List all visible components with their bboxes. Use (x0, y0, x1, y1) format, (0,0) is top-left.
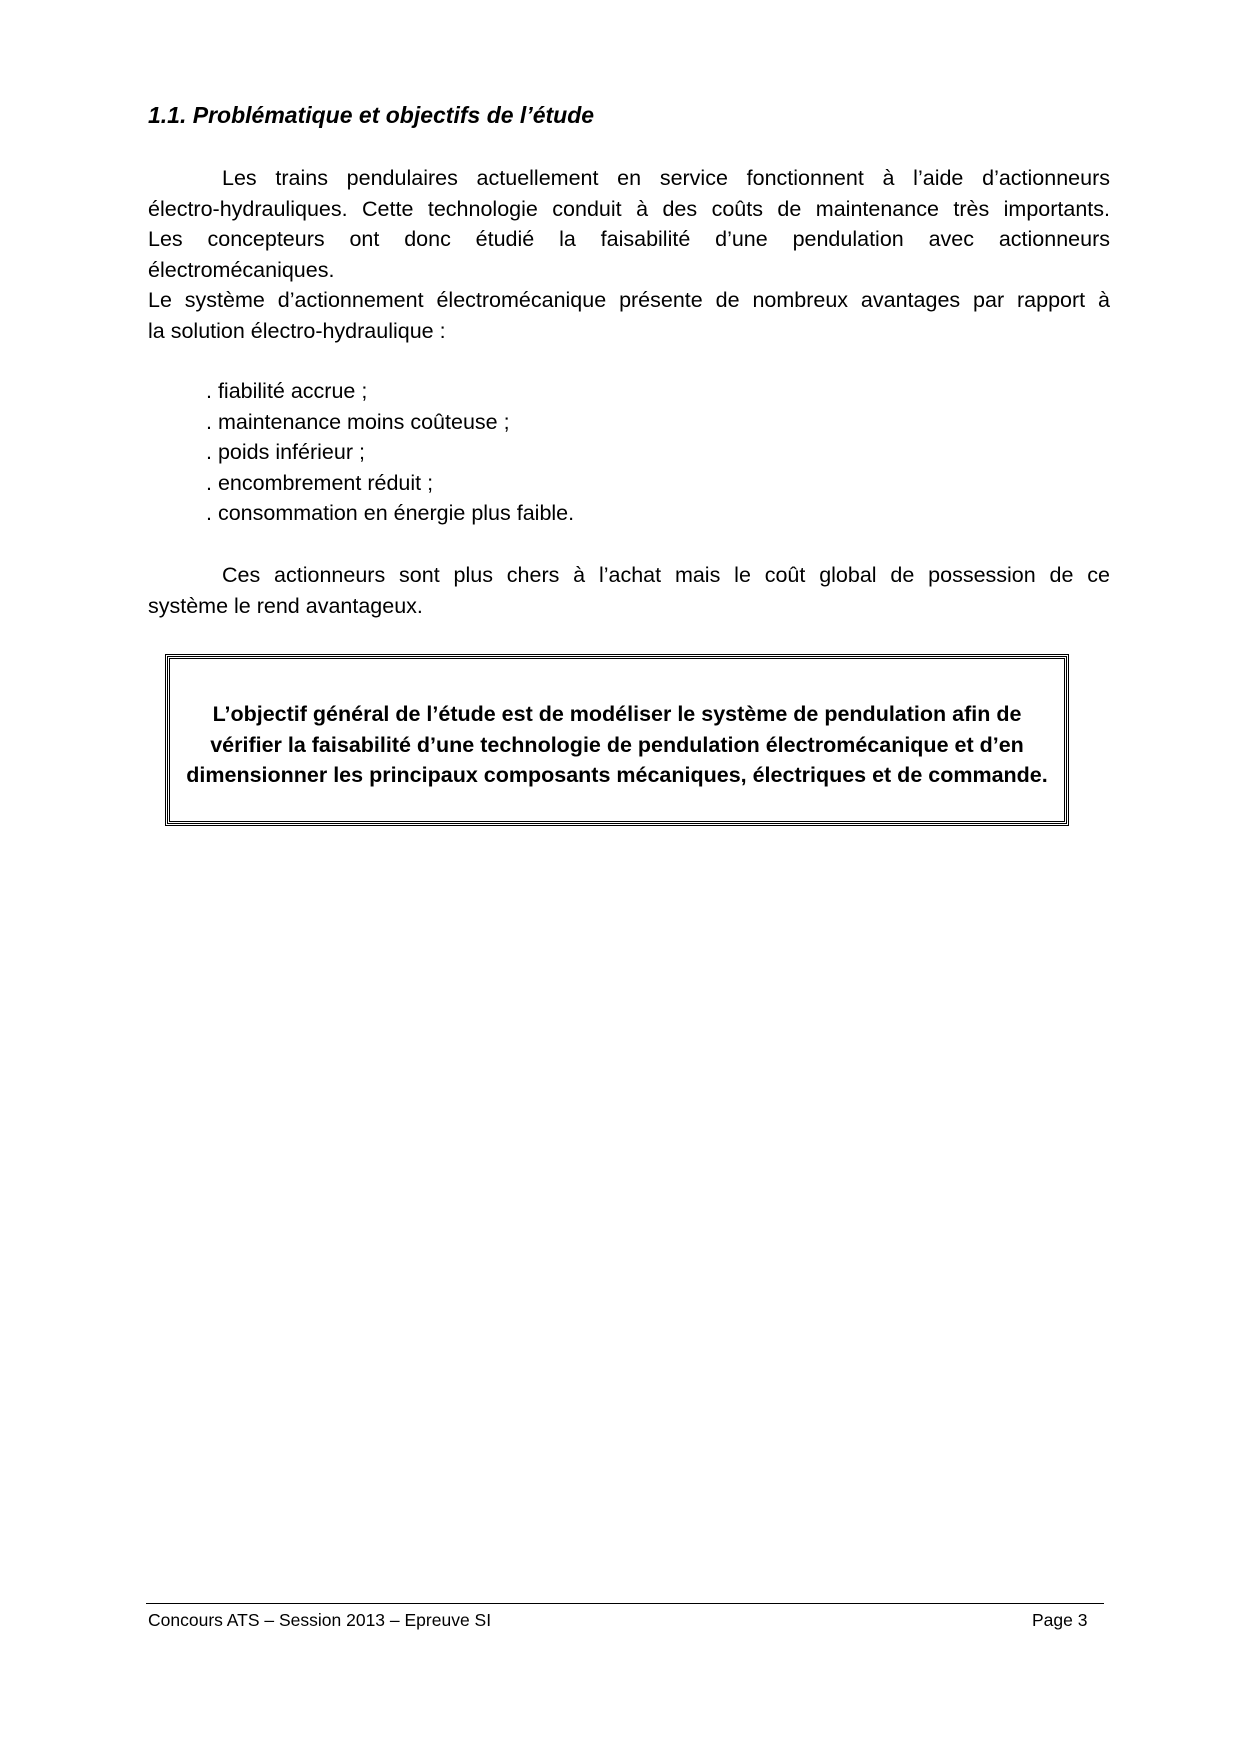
paragraph-line: la solution électro-hydraulique : (148, 318, 446, 343)
list-item: . consommation en énergie plus faible. (206, 501, 575, 525)
paragraph-line: système le rend avantageux. (148, 593, 423, 618)
paragraph-line: Ces actionneurs sont plus chers à l’achat mais le coût global de possession de ce (222, 563, 1110, 587)
footer-divider (146, 1603, 1104, 1604)
advantages-list (206, 376, 574, 529)
objective-box (167, 656, 1067, 824)
cost-paragraph (148, 560, 1110, 621)
list-item: . poids inférieur ; (206, 440, 365, 464)
objective-line: vérifier la faisabilité d’une technologie de pendulation électromécanique et d’en (210, 732, 1024, 757)
paragraph-line: électro-hydrauliques. Cette technologie conduit à des coûts de maintenance très importants. (148, 196, 1110, 221)
intro-paragraph (148, 163, 1110, 285)
objective-line: dimensionner les principaux composants mécaniques, électriques et de commande. (186, 763, 1048, 787)
list-item: . fiabilité accrue ; (206, 379, 368, 403)
advantages-intro-paragraph (148, 285, 1110, 346)
paragraph-line: Le système d’actionnement électromécanique présente de nombreux avantages par rapport à (148, 288, 1110, 312)
objective-line: L’objectif général de l’étude est de modéliser le système de pendulation afin de (212, 702, 1022, 726)
footer-exam-info: Concours ATS – Session 2013 – Epreuve SI (148, 1610, 492, 1630)
paragraph-line: Les trains pendulaires actuellement en service fonctionnent à l’aide d’actionneurs (222, 166, 1110, 190)
paragraph-line: électromécaniques. (148, 257, 335, 282)
footer-page-number: Page 3 (1032, 1610, 1088, 1630)
list-item: . encombrement réduit ; (206, 470, 434, 495)
section-heading: 1.1. Problématique et objectifs de l’étude (148, 102, 595, 128)
list-item: . maintenance moins coûteuse ; (206, 409, 510, 434)
objective-text (170, 699, 1064, 791)
paragraph-line: Les concepteurs ont donc étudié la faisabilité d’une pendulation avec actionneurs (148, 227, 1110, 251)
